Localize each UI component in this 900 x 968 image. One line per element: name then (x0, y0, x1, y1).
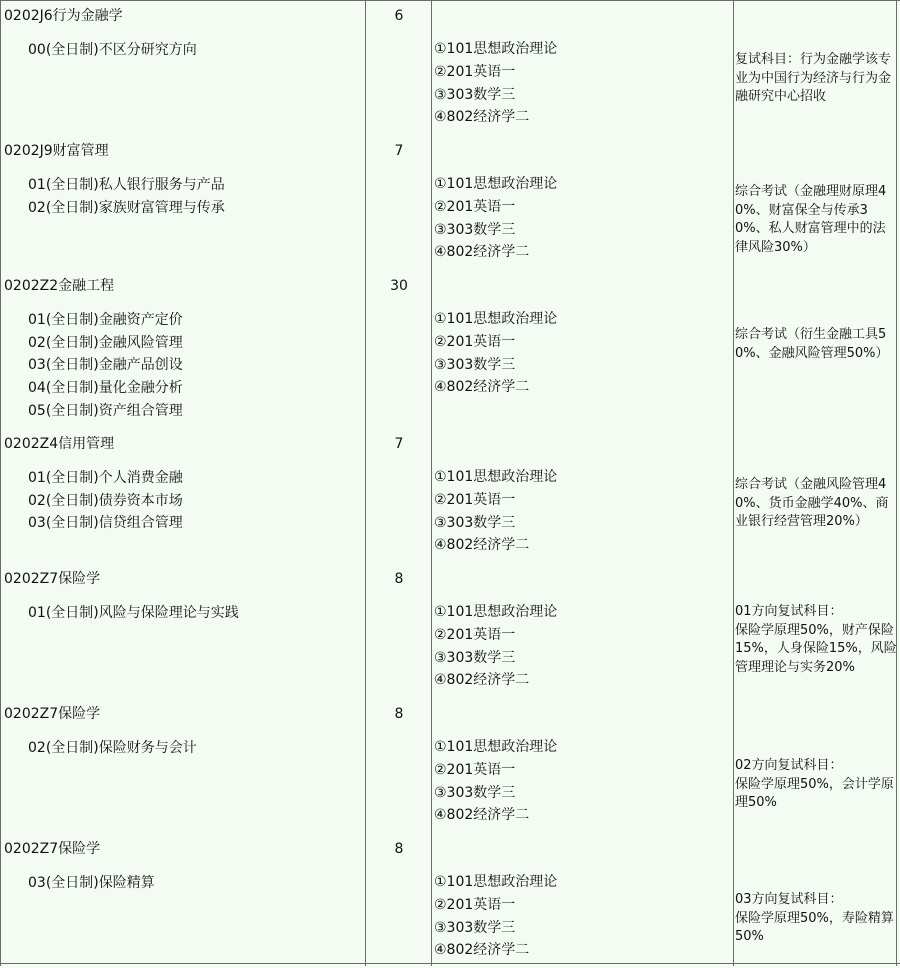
enrollment-quota: 7 (394, 143, 404, 159)
exam-subject: ①101思想政治理论 (434, 176, 558, 192)
exam-subjects (434, 38, 557, 129)
research-direction: 03(全日制)金融产品创设 (28, 357, 183, 374)
exam-subjects (434, 736, 557, 827)
exam-subject: ①101思想政治理论 (434, 739, 558, 755)
exam-subject: ④802经济学二 (434, 807, 530, 824)
major-name: 0202J9财富管理 (4, 143, 109, 159)
table-row (0, 0, 900, 135)
exam-subject: ③303数学三 (434, 784, 516, 801)
exam-subject: ③303数学三 (434, 86, 516, 103)
exam-subject: ③303数学三 (434, 221, 516, 238)
research-direction: 01(全日制)私人银行服务与产品 (28, 177, 225, 193)
enrollment-quota: 8 (394, 571, 404, 587)
research-direction: 01(全日制)金融资产定价 (28, 312, 183, 328)
remarks-heading: 03方向复试科目： (735, 892, 843, 907)
remarks-body: 保险学原理50%，会计学原理50% (735, 776, 894, 810)
research-direction: 00(全日制)不区分研究方向 (28, 42, 197, 58)
exam-subject: ④802经济学二 (434, 537, 530, 554)
major-name: 0202Z7保险学 (4, 841, 101, 857)
research-direction: 02(全日制)金融风险管理 (28, 334, 183, 351)
remarks-body: 保险学原理50%，财产保险15%，人身保险15%，风险管理理论与实务20% (735, 622, 897, 675)
table-row (0, 428, 900, 563)
exam-subjects (434, 871, 557, 962)
exam-subjects (434, 173, 557, 264)
major-name: 0202Z7保险学 (4, 571, 101, 587)
research-direction: 03(全日制)信贷组合管理 (28, 515, 183, 532)
enrollment-quota: 6 (394, 8, 404, 24)
exam-subject: ①101思想政治理论 (434, 874, 558, 890)
exam-subject: ②201英语一 (434, 491, 516, 508)
exam-subject: ④802经济学二 (434, 942, 530, 959)
exam-subject: ①101思想政治理论 (434, 604, 558, 620)
exam-subject: ③303数学三 (434, 919, 516, 936)
research-directions (28, 602, 239, 625)
table-row (0, 135, 900, 270)
exam-subject: ③303数学三 (434, 514, 516, 531)
exam-subject: ④802经济学二 (434, 379, 530, 396)
table-row (0, 833, 900, 968)
remarks-heading: 01方向复试科目： (735, 604, 843, 619)
enrollment-quota: 7 (394, 436, 404, 452)
table-row (0, 698, 900, 833)
exam-subject: ②201英语一 (434, 333, 516, 350)
table-row (0, 270, 900, 419)
research-directions (28, 174, 225, 219)
exam-subject: ①101思想政治理论 (434, 41, 558, 57)
remarks: 综合考试（金融风险管理40%、货币金融学40%、商业银行经营管理20%） (735, 477, 889, 529)
exam-subject: ①101思想政治理论 (434, 469, 558, 485)
remarks (735, 757, 897, 813)
exam-subject: ④802经济学二 (434, 244, 530, 261)
research-direction: 02(全日制)债券资本市场 (28, 492, 183, 509)
remarks-body: 保险学原理50%，寿险精算50% (735, 910, 894, 944)
exam-subject: ④802经济学二 (434, 109, 530, 126)
enrollment-quota: 8 (394, 841, 404, 857)
remarks-heading: 02方向复试科目： (735, 758, 843, 773)
major-name: 0202J6行为金融学 (4, 8, 123, 24)
research-direction: 02(全日制)保险财务与会计 (28, 740, 197, 756)
table-row (0, 563, 900, 698)
remarks (735, 891, 897, 947)
exam-subject: ②201英语一 (434, 63, 516, 80)
research-directions (28, 737, 197, 760)
remarks: 复试科目：行为金融学该专业为中国行为经济与行为金融研究中心招收 (735, 52, 892, 104)
major-name: 0202Z4信用管理 (4, 436, 115, 452)
major-name: 0202Z2金融工程 (4, 278, 115, 294)
research-directions (28, 467, 183, 535)
research-directions (28, 39, 197, 62)
enrollment-quota: 8 (394, 706, 404, 722)
research-direction: 01(全日制)个人消费金融 (28, 470, 183, 486)
exam-subject: ②201英语一 (434, 198, 516, 215)
research-direction: 01(全日制)风险与保险理论与实践 (28, 605, 239, 621)
exam-subject: ③303数学三 (434, 649, 516, 666)
enrollment-quota: 30 (390, 278, 408, 294)
research-direction: 02(全日制)家族财富管理与传承 (28, 199, 225, 216)
research-directions (28, 309, 183, 423)
remarks (735, 603, 897, 677)
research-directions (28, 872, 155, 895)
major-name: 0202Z7保险学 (4, 706, 101, 722)
research-direction: 05(全日制)资产组合管理 (28, 402, 183, 419)
exam-subject: ③303数学三 (434, 356, 516, 373)
exam-subject: ②201英语一 (434, 896, 516, 913)
exam-subjects (434, 601, 557, 692)
exam-subject: ④802经济学二 (434, 672, 530, 689)
research-direction: 03(全日制)保险精算 (28, 875, 155, 891)
remarks: 综合考试（衍生金融工具50%、金融风险管理50%） (735, 327, 889, 361)
exam-subject: ①101思想政治理论 (434, 311, 558, 327)
remarks: 综合考试（金融理财原理40%、财富保全与传承30%、私人财富管理中的法律风险30%） (735, 184, 887, 255)
exam-subject: ②201英语一 (434, 626, 516, 643)
exam-subjects (434, 308, 557, 399)
exam-subject: ②201英语一 (434, 761, 516, 778)
research-direction: 04(全日制)量化金融分析 (28, 380, 183, 397)
exam-subjects (434, 466, 557, 557)
